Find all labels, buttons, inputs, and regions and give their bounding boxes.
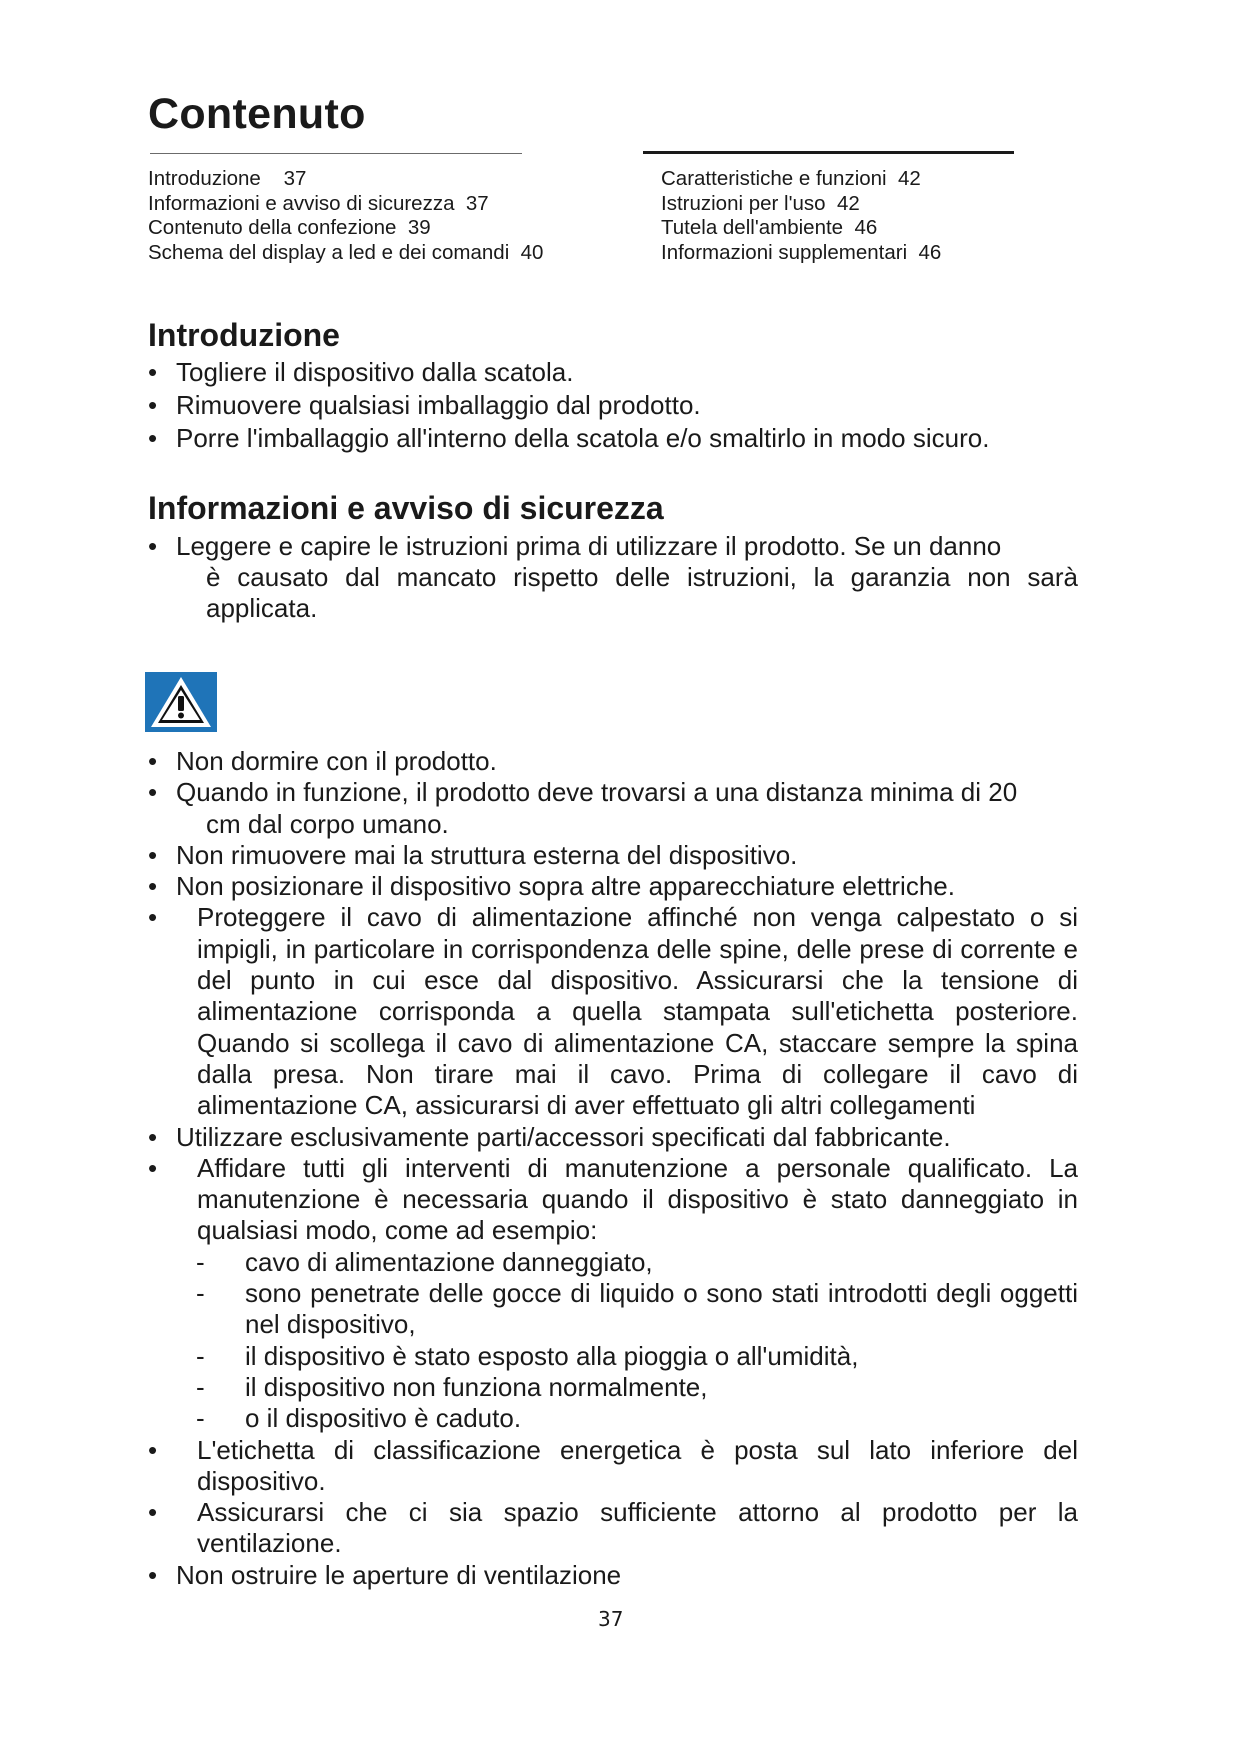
list-item-text: Leggere e capire le istruzioni prima di utilizzare il prodotto. Se un danno: [176, 531, 1002, 561]
toc-entry: Istruzioni per l'uso 42: [661, 191, 860, 215]
title-underline-left: [150, 153, 522, 154]
bullet: •: [148, 1121, 158, 1152]
bullet: •: [148, 1497, 158, 1528]
toc-entry: Caratteristiche e funzioni 42: [661, 167, 921, 190]
sub-list-item-text: il dispositivo non funziona normalmente,: [245, 1371, 708, 1402]
sub-list-item-text: sono penetrate delle gocce di liquido o sono stati introdotti degli oggetti nel dispositivo,: [245, 1278, 1078, 1340]
service-cases-list: [148, 1247, 1078, 1435]
sub-list-item-text: o il dispositivo è caduto.: [245, 1403, 522, 1434]
toc-entry: Tutela dell'ambiente 46: [661, 216, 878, 240]
bullet: •: [148, 777, 158, 808]
list-item: [148, 840, 1078, 871]
bullet: •: [148, 1434, 158, 1465]
list-item-text: Quando in funzione, il prodotto deve trovarsi a una distanza minima di 20: [176, 777, 1018, 808]
toc-entry: Informazioni e avviso di sicurezza 37: [148, 191, 489, 215]
toc-right-column: [661, 167, 941, 266]
sub-list-item: [148, 1247, 1078, 1278]
list-item-text: Togliere il dispositivo dalla scatola.: [176, 357, 574, 387]
toc-entry: Schema del display a led e dei comandi 40: [148, 241, 544, 265]
section-heading-sicurezza: Informazioni e avviso di sicurezza: [148, 490, 664, 526]
list-item-text: Rimuovere qualsiasi imballaggio dal prodotto.: [176, 390, 701, 420]
list-item: [148, 1497, 1078, 1560]
list-item-text-continued: è causato dal mancato rispetto delle istruzioni, la garanzia non sarà applicata.: [206, 562, 1078, 623]
dash: -: [196, 1278, 205, 1309]
bullet: •: [148, 746, 158, 776]
dash: -: [196, 1403, 205, 1434]
sub-list-item-text: il dispositivo è stato esposto alla pioggia o all'umidità,: [245, 1340, 859, 1371]
list-item: [148, 871, 1078, 902]
bullet: •: [148, 531, 158, 561]
section-heading-introduzione: Introduzione: [148, 317, 340, 353]
dash: -: [196, 1371, 205, 1402]
list-item: [148, 356, 1078, 389]
bullet: •: [148, 390, 158, 420]
list-item: [148, 902, 1078, 1121]
toc-entry: Contenuto della confezione 39: [148, 216, 431, 240]
bullet: •: [148, 871, 158, 902]
sub-list-item: [148, 1341, 1078, 1372]
title-underline-right: [643, 151, 1014, 154]
list-item: [148, 1560, 1078, 1591]
list-item-text: Utilizzare esclusivamente parti/accessori specificati dal fabbricante.: [176, 1121, 951, 1152]
list-item: [148, 531, 1078, 624]
bullet: •: [148, 423, 158, 453]
toc-entry: Introduzione 37: [148, 167, 307, 190]
toc-entry: Informazioni supplementari 46: [661, 241, 942, 265]
list-item-text: Non rimuovere mai la struttura esterna del dispositivo.: [176, 839, 798, 870]
sub-list-item: [148, 1403, 1078, 1434]
sub-list-item-text: cavo di alimentazione danneggiato,: [245, 1246, 653, 1277]
list-item-text: Porre l'imballaggio all'interno della scatola e/o smaltirlo in modo sicuro.: [176, 423, 990, 453]
page-number: 37: [598, 1607, 624, 1631]
list-item: [148, 389, 1078, 422]
list-item: [148, 1153, 1078, 1435]
bullet: •: [148, 839, 158, 870]
list-item-text: Affidare tutti gli interventi di manutenzione a personale qualificato. La manutenzione è necessaria quando il dispositivo è stato danneggiato in qualsiasi modo, come ad esempio:: [197, 1152, 1078, 1246]
list-item-text: Proteggere il cavo di alimentazione affinché non venga calpestato o si impigli, in particolare in corrispondenza delle spine, delle prese di corrente e del punto in cui esce dal dispositivo. Assicurarsi che la tensione di alimentazione corrisponda a quella stampata sull'etichetta posteriore. Quando si scollega il cavo di alimentazione CA, staccare sempre la spina dalla presa. Non tirare mai il cavo. Prima di collegare il cavo di alimentazione CA, assicurarsi di aver effettuato gli altri collegamenti: [197, 902, 1078, 1121]
warning-triangle-icon: [145, 672, 217, 732]
page-title: Contenuto: [148, 90, 366, 138]
list-item-text: Non dormire con il prodotto.: [176, 746, 497, 776]
list-item-text-continued: cm dal corpo umano.: [206, 808, 449, 839]
intro-list: [148, 356, 1078, 455]
list-item: [148, 422, 1078, 455]
bullet: •: [148, 357, 158, 387]
list-item: [148, 1122, 1078, 1153]
sub-list-item: [148, 1278, 1078, 1341]
bullet: •: [148, 1152, 158, 1183]
dash: -: [196, 1246, 205, 1277]
list-item: [148, 746, 1078, 777]
list-item-text: Non posizionare il dispositivo sopra altre apparecchiature elettriche.: [176, 871, 955, 902]
toc-left-column: [148, 167, 543, 266]
list-item: [148, 1435, 1078, 1498]
bullet: •: [148, 902, 158, 933]
sub-list-item: [148, 1372, 1078, 1403]
list-item-text: Non ostruire le aperture di ventilazione: [176, 1559, 622, 1590]
list-item-text: Assicurarsi che ci sia spazio sufficiente attorno al prodotto per la ventilazione.: [197, 1497, 1078, 1559]
list-item-text: L'etichetta di classificazione energetica è posta sul lato inferiore del dispositivo.: [197, 1434, 1078, 1496]
safety-list: [148, 746, 1078, 1591]
list-item: [148, 777, 1078, 840]
safety-intro-list: [148, 531, 1078, 624]
dash: -: [196, 1340, 205, 1371]
bullet: •: [148, 1559, 158, 1590]
